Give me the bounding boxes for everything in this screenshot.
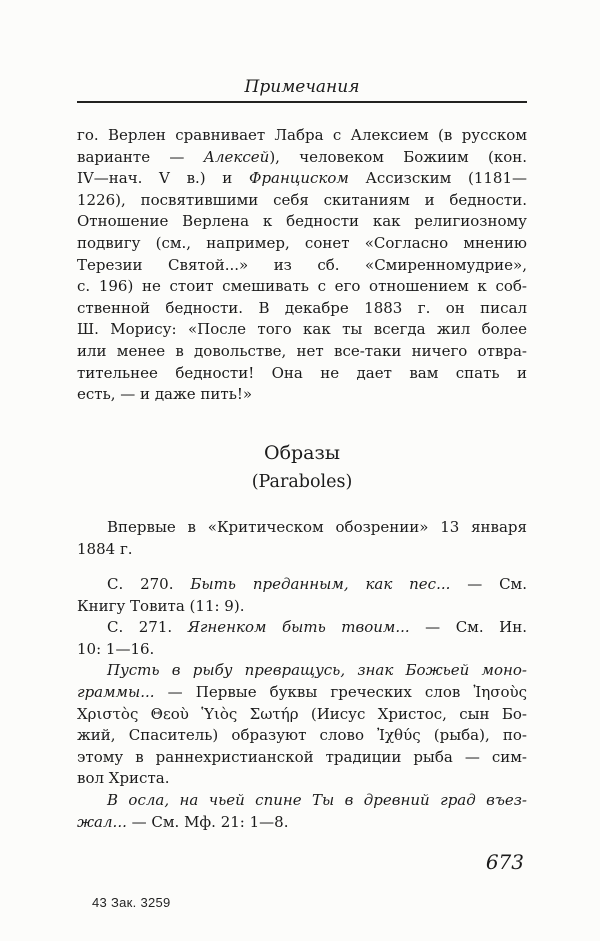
- text-run: вол Христа.: [77, 769, 170, 788]
- text-run: 10: 1—16.: [77, 639, 155, 658]
- text-run: — См.: [450, 575, 527, 594]
- paragraph: [77, 790, 527, 833]
- text-line: [77, 276, 527, 298]
- text-line: [77, 617, 527, 639]
- text-run: варианте —: [77, 147, 204, 166]
- paragraph: [77, 574, 527, 617]
- text-line: [77, 319, 527, 341]
- text-line: [77, 363, 527, 385]
- text-line: [77, 812, 527, 834]
- text-run: — См. Ин.: [409, 618, 527, 637]
- text-line: [77, 747, 527, 769]
- text-run: Алексей: [203, 147, 270, 166]
- text-line: [77, 682, 527, 704]
- running-head: Примечания: [244, 77, 360, 97]
- paragraph: [77, 617, 527, 660]
- text-line: [77, 574, 527, 596]
- text-run: Книгу Товита (11: 9).: [77, 596, 245, 615]
- text-run: этому в раннехристианской традиции рыба — сим-: [77, 747, 527, 766]
- text-run: — См. Мф. 21: 1—8.: [126, 812, 289, 831]
- text-run: жий, Спаситель) образуют слово Ἰχθύς (рыба), по-: [77, 726, 527, 745]
- section-subtitle: (Paraboles): [251, 472, 353, 493]
- text-run: Пусть в рыбу превращусь, знак Божьей моно-: [107, 661, 527, 680]
- text-run: 1226), посвятившими себя скитаниям и бедности.: [77, 190, 527, 209]
- text-run: или менее в довольстве, нет все-таки ничего отвра-: [77, 341, 527, 360]
- text-line: [77, 539, 527, 561]
- text-line: [77, 211, 527, 233]
- text-run: го. Верлен сравнивает Лабра с Алексием (в русском: [77, 126, 527, 144]
- text-run: Ягненком быть твоим...: [187, 618, 410, 637]
- text-line: [77, 298, 527, 320]
- text-run: Ш. Морису: «После того как ты всегда жил более: [77, 320, 527, 339]
- text-line: [77, 147, 527, 169]
- spacer: [77, 464, 527, 472]
- text-run: ственной бедности. В декабре 1883 г. он писал: [77, 298, 527, 317]
- spacer: [77, 560, 527, 574]
- text-run: Отношение Верлена к бедности как религиозному: [77, 212, 527, 231]
- page-number: 673: [485, 850, 524, 874]
- text-line: [77, 190, 527, 212]
- text-run: есть, — и даже пить!»: [77, 385, 253, 404]
- text-line: [77, 341, 527, 363]
- text-run: жал...: [77, 812, 127, 831]
- text-run: С. 270.: [107, 575, 191, 594]
- text-run: — Первые буквы греческих слов Ἰησοὺς: [154, 683, 527, 702]
- text-run: Быть преданным, как пес...: [190, 575, 451, 594]
- text-run: подвигу (см., например, сонет «Согласно мнению: [77, 233, 527, 252]
- text-line: [77, 596, 527, 618]
- text-line: [77, 233, 527, 255]
- spacer: [77, 406, 527, 443]
- text-run: Χριστὸς Θεοὺ Ὑιὸς Σωτήρ (Иисус Христос, сын Бо-: [77, 704, 527, 723]
- paragraph: [77, 660, 527, 790]
- text-line: [77, 255, 527, 277]
- text-run: граммы...: [77, 683, 155, 702]
- text-run: Ассизским (1181—: [348, 169, 527, 188]
- text-line: [77, 768, 527, 790]
- paragraph: [77, 125, 527, 406]
- text-run: ), человеком Божиим (кон.: [269, 147, 527, 166]
- text-line: [77, 790, 527, 812]
- text-run: В осла, на чьей спине Ты в древний град въез-: [107, 791, 527, 810]
- section-title: Образы: [264, 441, 340, 464]
- text-line: [77, 125, 527, 147]
- text-column: [77, 125, 527, 833]
- text-run: С. 271.: [107, 618, 188, 637]
- text-run: Франциском: [249, 169, 349, 188]
- text-line: [77, 725, 527, 747]
- text-run: Впервые в «Критическом обозрении» 13 января: [107, 517, 527, 536]
- text-run: IV—нач. V в.) и: [77, 169, 249, 188]
- text-run: Терезии Святой...» из сб. «Смиренномудрие»,: [77, 255, 527, 274]
- text-line: [77, 704, 527, 726]
- text-run: 1884 г.: [77, 539, 133, 558]
- paragraph: [77, 517, 527, 560]
- text-line: [77, 639, 527, 661]
- text-line: [77, 384, 527, 406]
- printer-mark: 43 Зак. 3259: [92, 895, 171, 910]
- text-run: с. 196) не стоит смешивать с его отношением к соб-: [77, 277, 527, 296]
- text-line: [77, 517, 527, 539]
- text-line: [77, 660, 527, 682]
- header-rule: [77, 101, 527, 103]
- text-run: тительнее бедности! Она не дает вам спать и: [77, 363, 527, 382]
- text-line: [77, 168, 527, 190]
- spacer: [77, 494, 527, 517]
